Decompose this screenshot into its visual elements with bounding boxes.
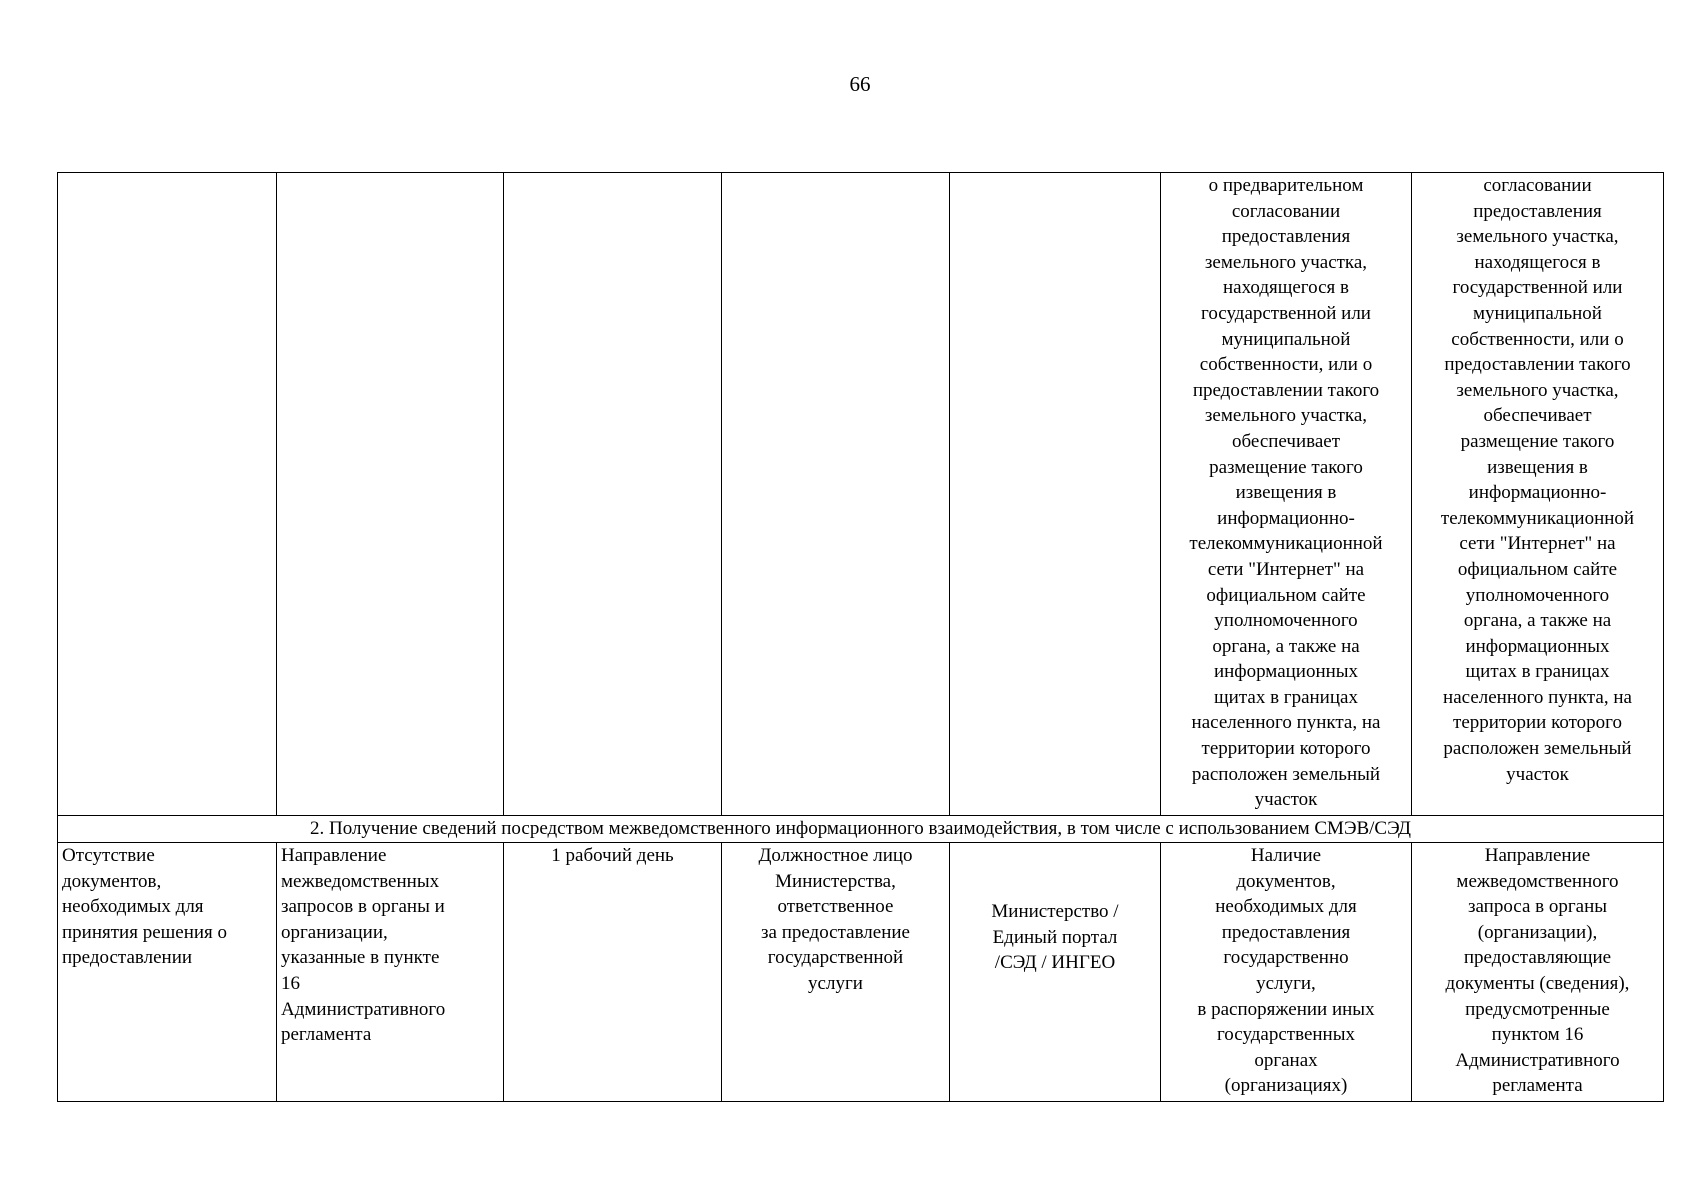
- process-table: [57, 172, 1664, 1102]
- cell-empty-1: [58, 173, 277, 816]
- table-row-interagency: [58, 843, 1664, 1102]
- cell-empty-2: [277, 173, 504, 816]
- text-line: телекоммуникационной: [1440, 507, 1635, 529]
- text-line: телекоммуникационной: [1189, 533, 1383, 555]
- text-line: сети "Интернет" на: [1459, 533, 1616, 555]
- text-line: 1 рабочий день: [551, 845, 674, 866]
- text-line: запросов в органы и: [281, 896, 445, 918]
- text-line: государственных: [1216, 1024, 1355, 1046]
- cell-deadline: [504, 843, 722, 1102]
- text-line: указанные в пункте: [281, 947, 440, 969]
- text-line: Министерство /: [991, 901, 1119, 922]
- text-line: о предварительном: [1208, 175, 1364, 196]
- text-line: размещение такого: [1209, 456, 1363, 478]
- cell-empty-4: [722, 173, 950, 816]
- text-line: согласовании: [1231, 200, 1341, 222]
- text-line: Наличие: [1250, 845, 1322, 866]
- text-line: официальном сайте: [1457, 558, 1618, 580]
- text-line: собственности, или о: [1199, 354, 1373, 376]
- cell-basis: [58, 843, 277, 1102]
- text-line: земельного участка,: [1204, 251, 1368, 273]
- text-line: регламента: [281, 1024, 372, 1046]
- text-line: согласовании: [1483, 175, 1592, 196]
- text-line: предоставления: [1473, 200, 1602, 222]
- text-line: предоставления: [1221, 226, 1351, 248]
- text-line: предоставляющие: [1463, 947, 1612, 969]
- text-line: (организации),: [1477, 921, 1598, 943]
- spacer: [954, 843, 1156, 899]
- text-line: принятия решения о: [62, 921, 228, 943]
- text-line: расположен земельный: [1191, 763, 1381, 785]
- page-number: 66: [849, 72, 871, 96]
- text-line: щитах в границах: [1465, 661, 1610, 683]
- cell-empty-3: [504, 173, 722, 816]
- text-line: (организациях): [1224, 1075, 1348, 1097]
- section-header-row: [58, 816, 1664, 843]
- text-line: сети "Интернет" на: [1207, 558, 1365, 580]
- text-line: земельного участка,: [1456, 226, 1619, 248]
- text-line: предоставлении: [62, 947, 193, 969]
- text-line: запроса в органы: [1467, 896, 1608, 918]
- text-line: муниципальной: [1221, 328, 1351, 350]
- text-line: необходимых для: [62, 896, 204, 918]
- text-line: /СЭД / ИНГЕО: [994, 952, 1116, 974]
- text-line: государственно: [1223, 947, 1349, 969]
- text-line: регламента: [1492, 1075, 1583, 1097]
- text-line: органах: [1254, 1049, 1318, 1071]
- text-line: межведомственного: [1456, 870, 1619, 892]
- text-line: Должностное лицо: [758, 845, 913, 866]
- text-line: Административного: [1455, 1049, 1620, 1071]
- text-line: муниципальной: [1473, 302, 1602, 324]
- text-line: земельного участка,: [1456, 379, 1619, 401]
- text-line: уполномоченного: [1214, 610, 1358, 632]
- text-line: собственности, или о: [1451, 328, 1624, 350]
- text-line: государственной: [767, 947, 904, 969]
- cell-result: [1412, 843, 1664, 1102]
- text-line: услуги: [808, 972, 863, 994]
- text-line: органа, а также на: [1212, 635, 1360, 657]
- text-line: информационных: [1213, 661, 1359, 683]
- text-line: предоставлении такого: [1192, 379, 1380, 401]
- text-line: территории которого: [1201, 738, 1371, 760]
- text-line: Направление: [281, 845, 387, 866]
- text-line: участок: [1254, 789, 1318, 811]
- text-line: Административного: [281, 998, 446, 1020]
- text-line: документы (сведения),: [1445, 972, 1630, 994]
- text-line: ответственное: [777, 896, 894, 918]
- text-line: официальном сайте: [1206, 584, 1366, 606]
- text-line: извещения в: [1235, 482, 1337, 504]
- text-line: обеспечивает: [1483, 405, 1592, 427]
- text-line: Министерства,: [775, 870, 896, 892]
- text-line: услуги,: [1256, 972, 1316, 994]
- text-line: органа, а также на: [1463, 610, 1612, 632]
- text-line: информационных: [1465, 635, 1610, 657]
- cell-responsible: [722, 843, 950, 1102]
- text-line: предусмотренные: [1465, 998, 1610, 1020]
- text-line: находящегося в: [1223, 277, 1349, 299]
- text-line: размещение такого: [1460, 430, 1615, 452]
- text-line: предоставления: [1221, 921, 1351, 943]
- text-line: уполномоченного: [1465, 584, 1610, 606]
- text-line: государственной или: [1201, 302, 1371, 324]
- cell-procedure: [277, 843, 504, 1102]
- cell-result-action: [1412, 173, 1664, 816]
- place-lines: [954, 899, 1156, 976]
- text-line: извещения в: [1487, 456, 1588, 478]
- text-line: необходимых для: [1215, 896, 1357, 918]
- text-line: 16: [281, 972, 300, 994]
- text-line: Отсутствие: [62, 845, 155, 866]
- text-line: документов,: [62, 870, 162, 892]
- text-line: пунктом 16: [1491, 1024, 1584, 1046]
- text-line: за предоставление: [761, 921, 910, 943]
- text-line: территории которого: [1453, 712, 1622, 734]
- text-line: документов,: [1236, 870, 1336, 892]
- text-line: информационно-: [1468, 482, 1607, 504]
- text-line: предоставлении такого: [1444, 354, 1631, 376]
- text-line: Единый портал: [992, 926, 1118, 948]
- cell-place: [950, 843, 1161, 1102]
- text-line: находящегося в: [1474, 251, 1601, 273]
- text-line: населенного пункта, на: [1443, 686, 1632, 708]
- cell-result-criteria: [1161, 173, 1412, 816]
- text-line: щитах в границах: [1214, 686, 1358, 708]
- section-title: 2. Получение сведений посредством межведомственного информационного взаимодействия, в том числе с использованием СМЭВ/СЭД: [58, 816, 1664, 843]
- text-line: населенного пункта, на: [1191, 712, 1381, 734]
- table-row-continuation: [58, 173, 1664, 816]
- text-line: Направление: [1484, 845, 1591, 866]
- text-line: земельного участка,: [1204, 405, 1368, 427]
- cell-empty-5: [950, 173, 1161, 816]
- text-line: участок: [1506, 763, 1569, 785]
- text-line: в распоряжении иных: [1197, 998, 1375, 1020]
- cell-criteria: [1161, 843, 1412, 1102]
- text-line: организации,: [281, 921, 388, 943]
- text-line: межведомственных: [281, 870, 440, 892]
- text-line: обеспечивает: [1232, 430, 1340, 452]
- text-line: государственной или: [1452, 277, 1623, 299]
- text-line: информационно-: [1217, 507, 1355, 529]
- text-line: расположен земельный: [1443, 738, 1632, 760]
